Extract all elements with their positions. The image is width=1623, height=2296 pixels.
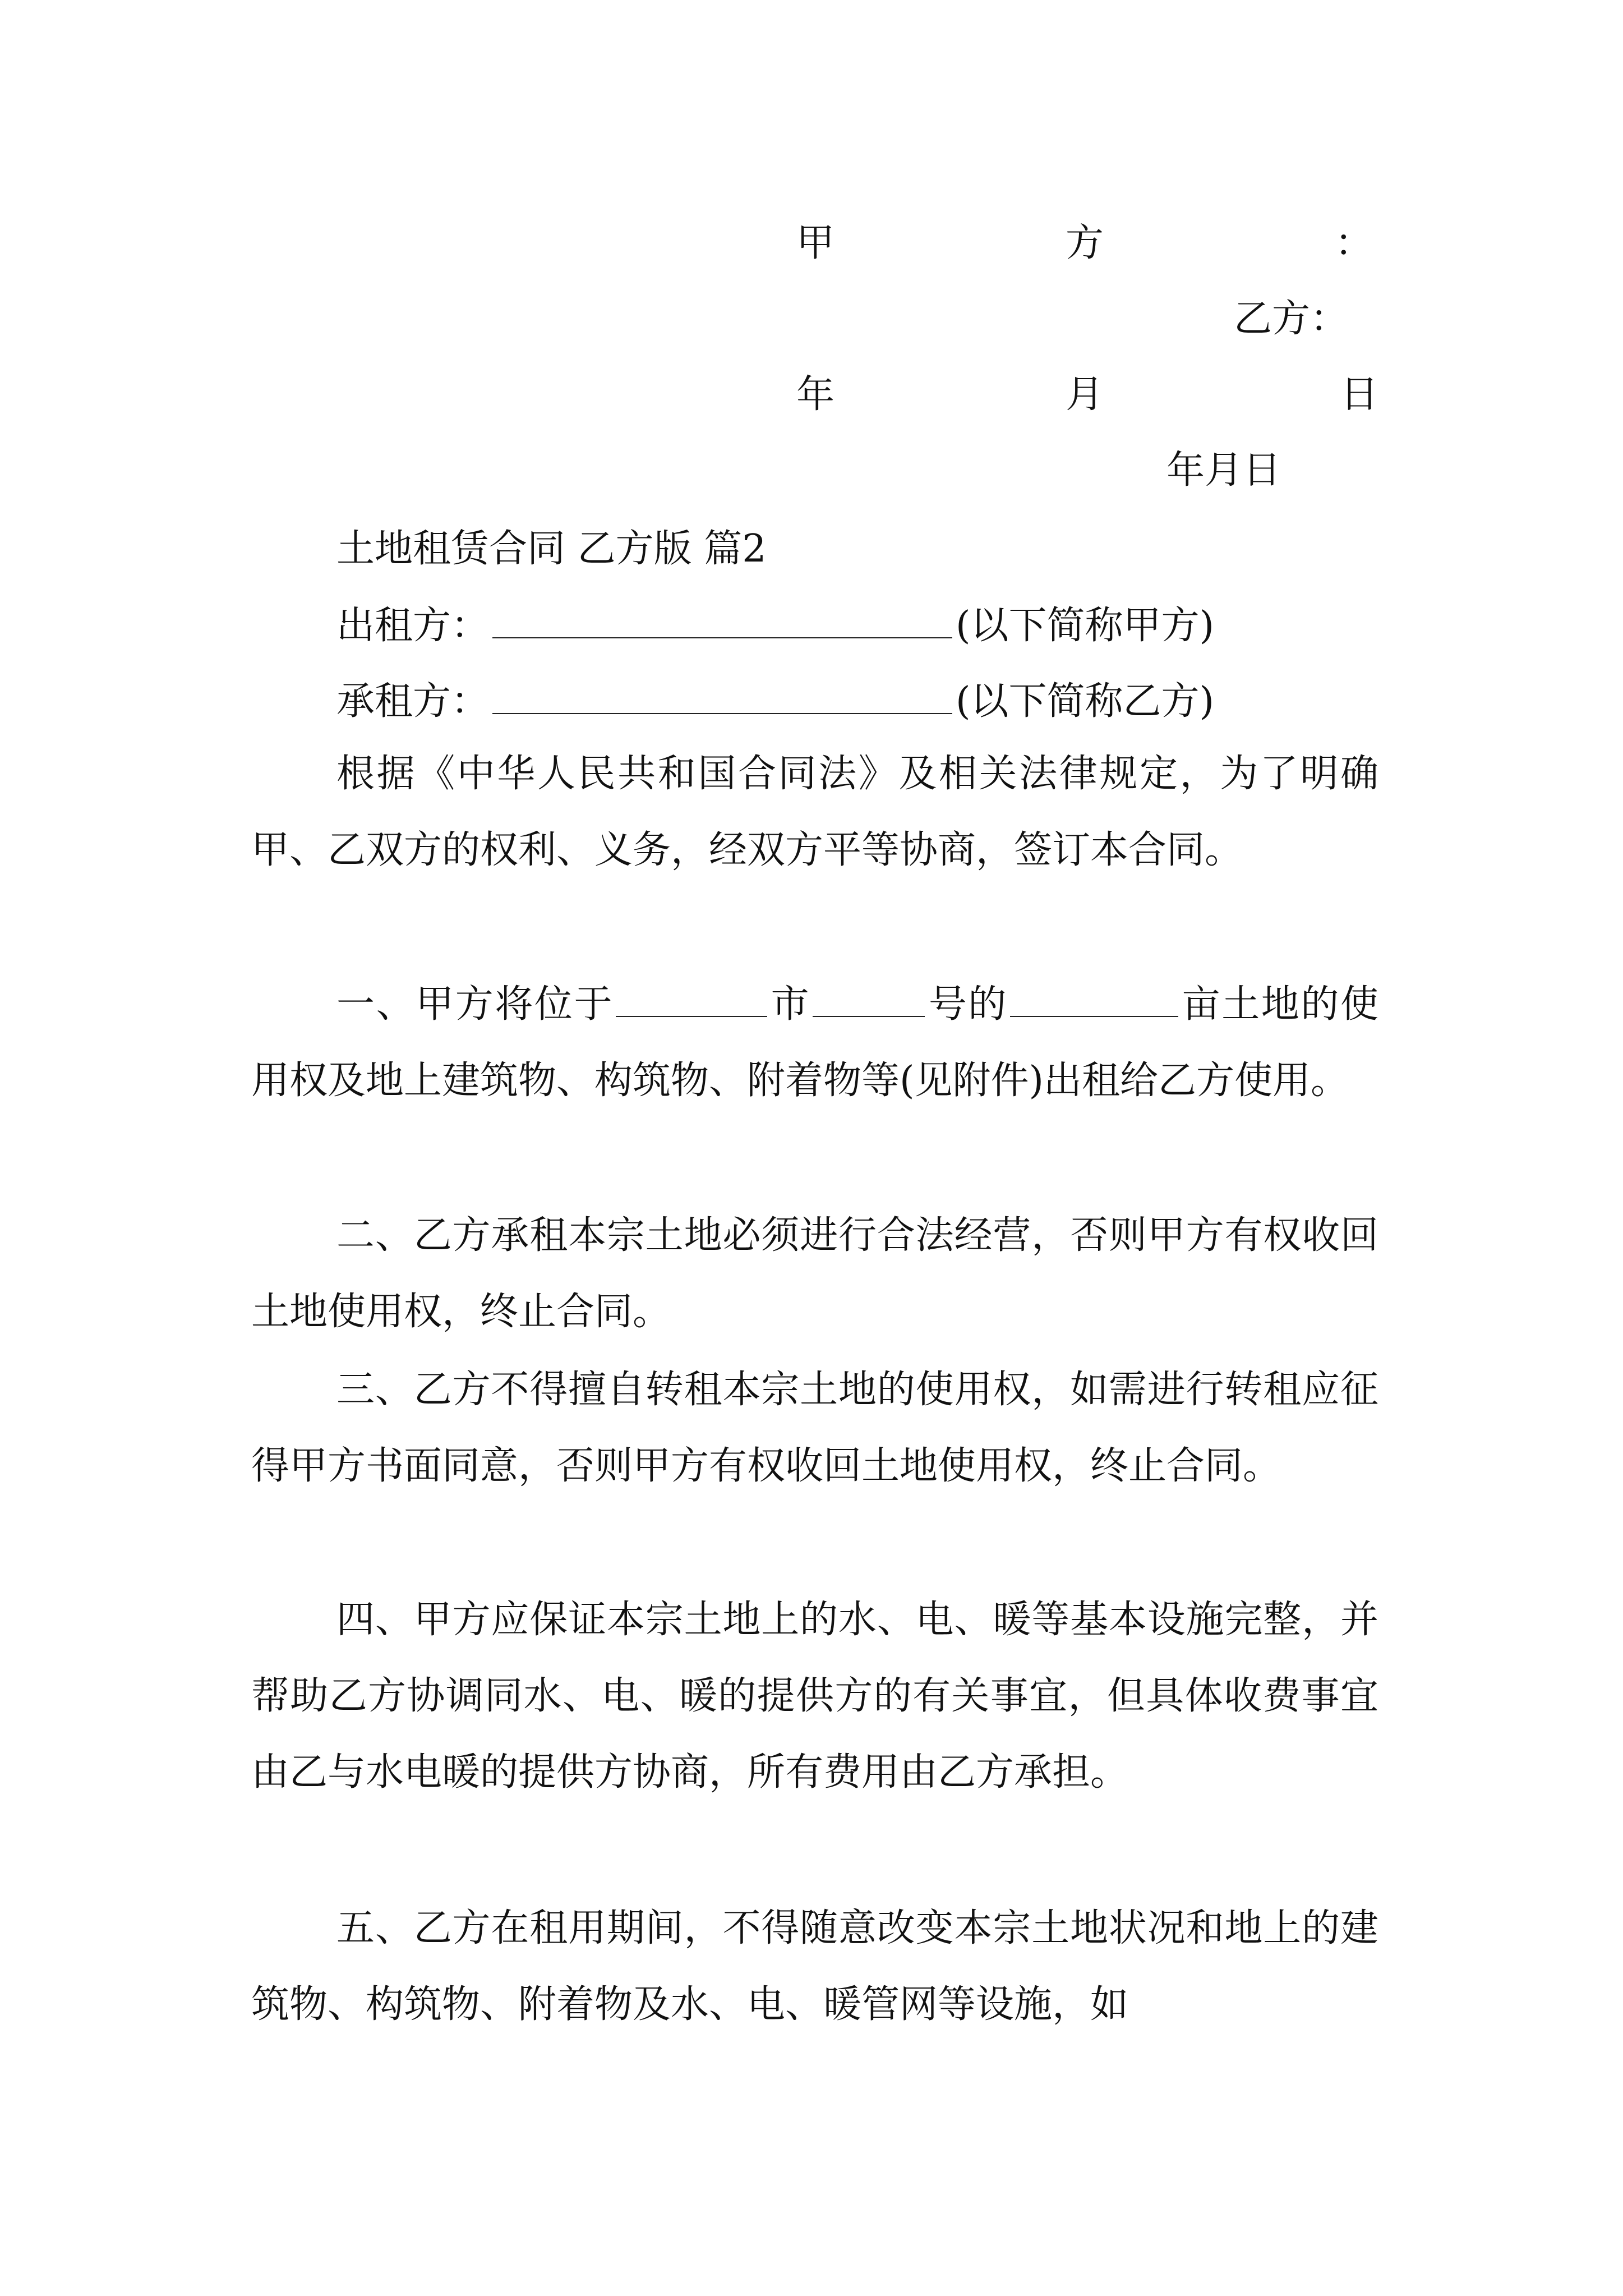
clause-4-paragraph: 四、甲方应保证本宗土地上的水、电、暖等基本设施完整，并帮助乙方协调同水、电、暖的提供方的有关事宜，但具体收费事宜由乙与水电暖的提供方协商，所有费用由乙方承担。 xyxy=(251,1598,1378,1795)
clause-1-part-4: 亩土地的使用权及地上建筑物、构筑物、附着物等(见附件)出租给乙方使用。 xyxy=(251,982,1378,1103)
intro-paragraph: 根据《中华人民共和国合同法》及相关法律规定，为了明确甲、乙双方的权利、义务，经双方平等协商，签订本合同。 xyxy=(251,752,1378,872)
clause-3-paragraph: 三、乙方不得擅自转租本宗土地的使用权，如需进行转租应征得甲方书面同意，否则甲方有权收回土地使用权，终止合同。 xyxy=(251,1368,1378,1488)
lessee-suffix: (以下简称乙方) xyxy=(956,679,1215,724)
clause-2-paragraph: 二、乙方承租本宗土地必须进行合法经营，否则甲方有权收回土地使用权，终止合同。 xyxy=(251,1213,1378,1334)
party-b-label: 乙方： xyxy=(1234,297,1349,341)
lessor-blank xyxy=(492,606,952,638)
date-a-year: 年 xyxy=(796,372,835,417)
clause-1-blank-number xyxy=(813,984,925,1017)
clause-1-blank-area xyxy=(1010,984,1178,1017)
party-a-char-3: ： xyxy=(1335,221,1373,265)
clause-5-paragraph: 五、乙方在租用期间，不得随意改变本宗土地状况和地上的建筑物、构筑物、附着物及水、电、暖管网等设施，如 xyxy=(251,1906,1378,2027)
clause-1-paragraph xyxy=(251,967,1378,1119)
lessee-blank xyxy=(492,682,952,714)
date-a-day: 日 xyxy=(1340,372,1379,417)
party-a-char-2: 方 xyxy=(1066,221,1104,265)
lessor-suffix: (以下简称甲方) xyxy=(956,604,1215,648)
clause-1-blank-location xyxy=(616,984,767,1017)
clause-1-part-3: 号的 xyxy=(927,982,1008,1027)
party-a-char-1: 甲 xyxy=(796,221,835,265)
clause-1-part-2: 市 xyxy=(769,982,811,1027)
date-b: 年月日 xyxy=(1166,448,1281,493)
lessee-line xyxy=(336,679,1215,724)
lessor-label: 出租方： xyxy=(336,604,490,648)
contract-title: 土地租赁合同 乙方版 篇2 xyxy=(336,527,767,571)
clause-1-part-1: 一、甲方将位于 xyxy=(336,982,614,1027)
lessee-label: 承租方： xyxy=(336,679,490,724)
date-a-month: 月 xyxy=(1066,372,1104,417)
lessor-line xyxy=(336,604,1215,648)
